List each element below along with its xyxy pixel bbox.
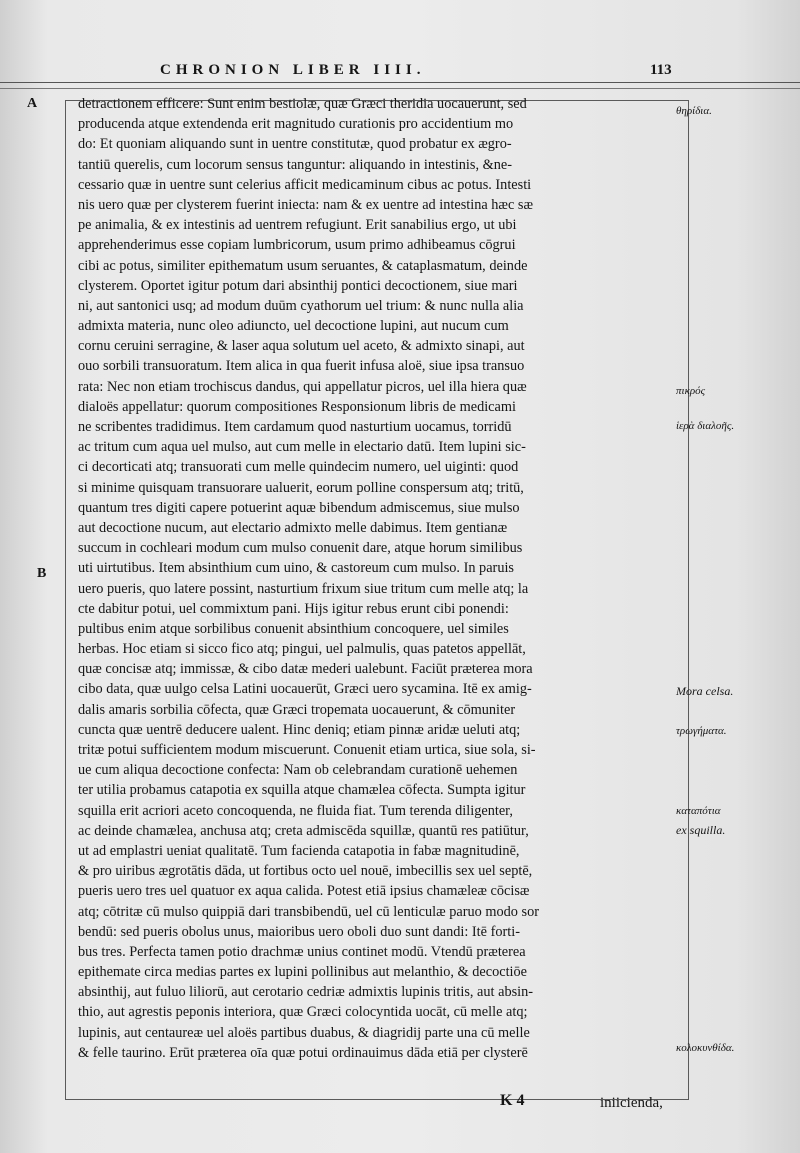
text-line: cibo data, quæ uulgo celsa Latini uocauerūt, Græci uero sycamina. Itē ex amig- xyxy=(78,681,532,698)
text-line: admixta materia, nunc oleo adiuncto, uel decoctione lupini, aut nucum cum xyxy=(78,318,509,335)
folio-number: 113 xyxy=(650,62,672,78)
text-line: producenda atque extendenda erit magnitudo curationis pro accidentium mo xyxy=(78,116,514,133)
text-line: pueris uero tres uel quatuor ex aqua calida. Potest etiā ipsius chamæleæ cōcisæ xyxy=(78,883,530,900)
text-line: bendū: sed pueris obolus unus, maioribus uero oboli duo sunt dandi: Itē forti- xyxy=(78,923,520,940)
section-marker-b: B xyxy=(37,566,47,581)
text-line: & pro uiribus ægrotātis dāda, ut fortibus octo uel nouē, imbecillis sex uel septē, xyxy=(78,863,533,880)
text-line: ac deinde chamælea, anchusa atq; creta admiscēda squillæ, quantū res patiūtur, xyxy=(78,822,529,839)
text-line: ni, aut santonici usq; ad modum duūm cyathorum uel trium: & nunc nulla alia xyxy=(78,297,524,314)
text-line: succum in cochleari modum cum mulso conuenit dare, atque horum similibus xyxy=(78,540,523,557)
text-line: epithemate circa medias partes ex lupini pollinibus aut melanthio, & decoctiōe xyxy=(78,964,528,981)
catchword: iniicienda, xyxy=(600,1095,663,1111)
text-line: bus tres. Perfecta tamen potio drachmæ unius continet modū. Vtendū præterea xyxy=(78,943,526,960)
margin-note-katapotia: καταπότια xyxy=(676,805,721,817)
text-line: ue cum aliqua decoctione confecta: Nam ob celebrandam curationē uehemen xyxy=(78,762,518,779)
text-line: & felle taurino. Erūt præterea oīa quæ potui ordinauimus dāda etiā per clysterē xyxy=(78,1044,528,1061)
text-line: thio, aut agrestis peponis interiora, quæ Græci colocyntida uocāt, cū melle atq; xyxy=(78,1004,528,1021)
text-line: ouo sorbili transuoratum. Item alica in qua fuerit infusa aloë, siue ipsa transuo xyxy=(78,358,525,375)
top-rule-secondary xyxy=(0,88,800,89)
text-line: ter utilia probamus catapotia ex squilla atque chamælea cōfecta. Sumpta igitur xyxy=(78,782,526,799)
text-line: quæ concisæ atq; immissæ, & cibo datæ mederi ualebunt. Faciūt præterea mora xyxy=(78,661,533,678)
text-line: dialoës appellatur: quorum compositiones Responsionum libris de medicami xyxy=(78,398,516,415)
signature-mark: K 4 xyxy=(500,1092,525,1109)
text-line: tritæ potui sufficientem modum miscuerunt. Conuenit etiam urtica, siue sola, si- xyxy=(78,742,536,758)
text-line: rata: Nec non etiam trochiscus dandus, qui appellatur picros, uel illa hiera quæ xyxy=(78,378,527,395)
text-line: aut decoctione nucum, aut electario admixto melle dabimus. Item gentianæ xyxy=(78,519,508,536)
text-line: do: Et quoniam aliquando sunt in uentre constitutæ, quod probatur ex ægro- xyxy=(78,136,512,153)
text-line: atq; cōtritæ cū mulso quippiā dari transbibendū, uel cū lenticulæ paruo modo sor xyxy=(78,903,539,920)
text-line: pe animalia, & ex intestinis ad uentrem refugiunt. Erit sanabilius ergo, ut ubi xyxy=(78,217,517,234)
text-line: ci decorticati atq; transuorati cum melle quindecim numero, uel uiginti: quod xyxy=(78,459,519,476)
text-line: uti uirtutibus. Item absinthium cum uino, & castoreum cum mulso. In paruis xyxy=(78,560,514,577)
margin-note-colocynthida: κολοκυνθίδα. xyxy=(676,1042,735,1054)
text-line: quantum tres digiti capere potuerint aquæ bibendum admiscemus, siue mulso xyxy=(78,499,520,516)
text-line: lupinis, aut centaureæ uel aloës partibus duabus, & diagridij parte una cū melle xyxy=(78,1024,530,1041)
text-line: ac tritum cum aqua uel mulso, aut cum melle in electario datū. Item lupini sic- xyxy=(78,439,526,456)
text-line: cte dabitur potui, uel commixtum pani. Hijs igitur rebus erunt cibi ponendi: xyxy=(78,600,509,617)
text-line: pultibus enim atque sorbilibus conuenit absinthium concoquere, uel similes xyxy=(78,620,509,637)
top-rule xyxy=(0,82,800,83)
text-line: squilla erit acriori aceto concoquenda, ne fluida fiat. Tum terenda diligenter, xyxy=(78,802,513,819)
margin-note-trogemata: τρωγήματα. xyxy=(676,725,727,737)
text-line: clysterem. Oportet igitur potum dari absinthij pontici decoctionem, siue mari xyxy=(78,277,518,294)
section-marker-a: A xyxy=(27,96,38,111)
text-line: nis uero quæ per clysterem fuerint iniecta: nam & ex uentre ad intestina hæc sæ xyxy=(78,196,533,213)
margin-note-theridia: θηρίδια. xyxy=(676,105,712,117)
text-line: si minime quisquam transuorare ualuerit, eorum polline conspersum atq; tritū, xyxy=(78,479,524,496)
body-text xyxy=(78,94,686,1063)
text-line: ut ad emplastri ueniat qualitatē. Tum facienda catapotia in fabæ magnitudinē, xyxy=(78,842,520,859)
text-line: dalis amaris sorbilia cōfecta, quæ Græci tropemata uocauerunt, & cōmuniter xyxy=(78,701,516,718)
margin-note-ex-squilla: ex squilla. xyxy=(676,823,726,837)
text-line: cuncta quæ uentrē deducere ualent. Hinc deniq; etiam pinnæ aridæ ueluti atq; xyxy=(78,721,521,738)
text-line: cessario quæ in uentre sunt celerius afficit medicaminum cibus ac potus. Intesti xyxy=(78,176,532,193)
text-line: tantiū querelis, cum locorum sensus tanguntur: aliquando in intestinis, &ne- xyxy=(78,156,512,173)
text-line: detractionem efficere: Sunt enim bestiolæ, quæ Græci theridia uocauerunt, sed xyxy=(78,96,527,112)
text-line: uero pueris, quo latere possint, nasturtium frixum siue tritum cum melle atq; la xyxy=(78,580,529,597)
running-title: CHRONION LIBER IIII. xyxy=(160,62,426,78)
text-line: cibi ac potus, similiter epithematum usum seruantes, & cataplasmatum, deinde xyxy=(78,257,528,274)
margin-note-hiera: ἱερὰ διαλοῆς. xyxy=(676,420,735,432)
margin-note-picros: πικρός xyxy=(676,385,706,397)
margin-note-mora-celsa: Mora celsa. xyxy=(676,684,734,698)
text-line: cornu ceruini serragine, & laser aqua solutum uel aceto, & admixto sinapi, aut xyxy=(78,338,525,355)
text-line: apprehenderimus esse copiam lumbricorum, usum primo adhibeamus cōgrui xyxy=(78,237,516,254)
text-line: absinthij, aut fuluo liliorū, aut cerotario cedriæ admixtis lupinis tritis, aut absin- xyxy=(78,984,534,1001)
text-line: herbas. Hoc etiam si sicco fico atq; pingui, uel palmulis, quas patetos appellāt, xyxy=(78,641,526,658)
text-line: ne scribentes tradidimus. Item cardamum quod nasturtium uocamus, torridū xyxy=(78,419,512,435)
